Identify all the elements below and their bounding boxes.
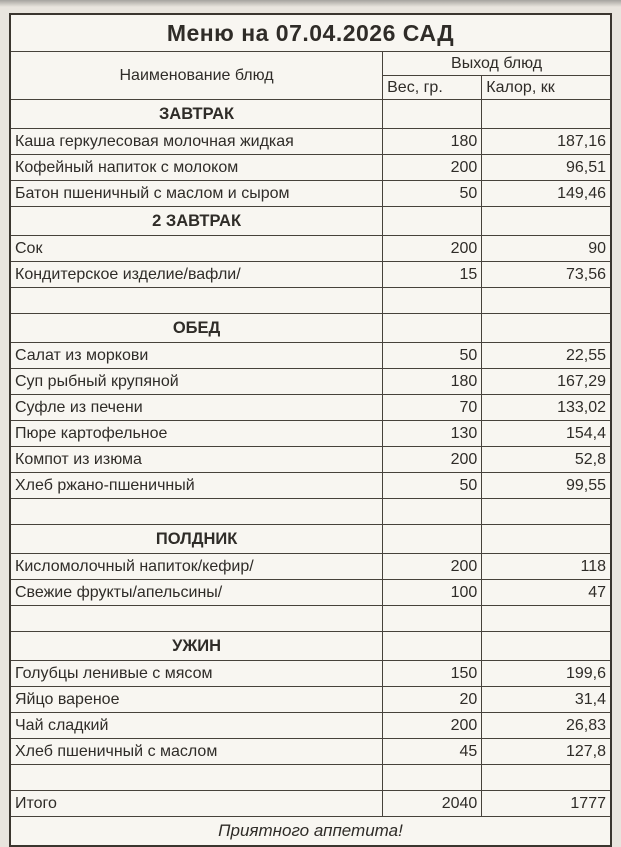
calories-cell: [482, 207, 611, 236]
dish-name-cell: [10, 499, 383, 525]
header-row-1: [10, 52, 611, 76]
dish-name-cell: Яйцо вареное: [10, 687, 383, 713]
column-header-output-group: Выход блюд: [383, 52, 611, 76]
dish-name-cell: Батон пшеничный с маслом и сыром: [10, 181, 383, 207]
menu-item-row: [10, 181, 611, 207]
dish-name-cell: Итого: [10, 791, 383, 817]
dish-name-cell: Хлеб пшеничный с маслом: [10, 739, 383, 765]
menu-title: Меню на 07.04.2026 САД: [10, 14, 611, 52]
weight-cell: [383, 632, 482, 661]
section-label: 2 ЗАВТРАК: [10, 207, 383, 236]
dish-name-cell: Пюре картофельное: [10, 421, 383, 447]
weight-cell: [383, 499, 482, 525]
dish-name-cell: Компот из изюма: [10, 447, 383, 473]
menu-item-row: [10, 661, 611, 687]
dish-name-cell: Суп рыбный крупяной: [10, 369, 383, 395]
calories-cell: [482, 606, 611, 632]
weight-cell: [383, 288, 482, 314]
empty-row: [10, 606, 611, 632]
weight-cell: [383, 207, 482, 236]
menu-item-row: [10, 343, 611, 369]
menu-item-row: [10, 236, 611, 262]
weight-cell: 45: [383, 739, 482, 765]
calories-cell: [482, 288, 611, 314]
dish-name-cell: Суфле из печени: [10, 395, 383, 421]
menu-item-row: [10, 687, 611, 713]
menu-item-row: [10, 155, 611, 181]
calories-cell: [482, 632, 611, 661]
dish-name-cell: [10, 765, 383, 791]
calories-cell: [482, 499, 611, 525]
empty-row: [10, 765, 611, 791]
column-header-weight: Вес, гр.: [383, 76, 482, 100]
calories-cell: 99,55: [482, 473, 611, 499]
scanned-menu-sheet: [9, 13, 612, 847]
calories-cell: 167,29: [482, 369, 611, 395]
section-label: ОБЕД: [10, 314, 383, 343]
calories-cell: 73,56: [482, 262, 611, 288]
dish-name-cell: [10, 288, 383, 314]
weight-cell: 200: [383, 236, 482, 262]
dish-name-cell: Кондитерское изделие/вафли/: [10, 262, 383, 288]
dish-name-cell: Каша геркулесовая молочная жидкая: [10, 129, 383, 155]
menu-item-row: [10, 262, 611, 288]
menu-item-row: [10, 369, 611, 395]
menu-item-row: [10, 421, 611, 447]
calories-cell: 118: [482, 554, 611, 580]
dish-name-cell: Кисломолочный напиток/кефир/: [10, 554, 383, 580]
section-label: ЗАВТРАК: [10, 100, 383, 129]
weight-cell: [383, 606, 482, 632]
menu-item-row: [10, 554, 611, 580]
footer-row: [10, 817, 611, 847]
calories-cell: 199,6: [482, 661, 611, 687]
calories-cell: 47: [482, 580, 611, 606]
dish-name-cell: [10, 606, 383, 632]
footer-message: Приятного аппетита!: [10, 817, 611, 847]
section-label: ПОЛДНИК: [10, 525, 383, 554]
weight-cell: 200: [383, 713, 482, 739]
dish-name-cell: Чай сладкий: [10, 713, 383, 739]
weight-cell: 180: [383, 369, 482, 395]
weight-cell: 50: [383, 473, 482, 499]
calories-cell: 90: [482, 236, 611, 262]
section-header-row: [10, 632, 611, 661]
menu-item-row: [10, 129, 611, 155]
weight-cell: 200: [383, 554, 482, 580]
calories-cell: [482, 100, 611, 129]
section-header-row: [10, 525, 611, 554]
calories-cell: 133,02: [482, 395, 611, 421]
dish-name-cell: Сок: [10, 236, 383, 262]
dish-name-cell: Хлеб ржано-пшеничный: [10, 473, 383, 499]
calories-cell: [482, 314, 611, 343]
dish-name-cell: Голубцы ленивые с мясом: [10, 661, 383, 687]
menu-item-row: [10, 580, 611, 606]
calories-cell: 96,51: [482, 155, 611, 181]
calories-cell: 31,4: [482, 687, 611, 713]
dish-name-cell: Свежие фрукты/апельсины/: [10, 580, 383, 606]
section-label: УЖИН: [10, 632, 383, 661]
weight-cell: 100: [383, 580, 482, 606]
menu-table: [9, 13, 612, 847]
menu-title-row: [10, 14, 611, 52]
calories-cell: 154,4: [482, 421, 611, 447]
calories-cell: 149,46: [482, 181, 611, 207]
calories-cell: 127,8: [482, 739, 611, 765]
menu-item-row: [10, 473, 611, 499]
calories-cell: [482, 765, 611, 791]
menu-table-body: [10, 100, 611, 817]
dish-name-cell: Кофейный напиток с молоком: [10, 155, 383, 181]
menu-item-row: [10, 713, 611, 739]
calories-cell: [482, 525, 611, 554]
calories-cell: 52,8: [482, 447, 611, 473]
dish-name-cell: Салат из моркови: [10, 343, 383, 369]
weight-cell: 200: [383, 155, 482, 181]
weight-cell: 70: [383, 395, 482, 421]
empty-row: [10, 499, 611, 525]
empty-row: [10, 288, 611, 314]
weight-cell: 130: [383, 421, 482, 447]
section-header-row: [10, 100, 611, 129]
menu-item-row: [10, 395, 611, 421]
scan-edge-shadow: [0, 0, 621, 7]
weight-cell: 50: [383, 181, 482, 207]
menu-item-row: [10, 739, 611, 765]
weight-cell: 20: [383, 687, 482, 713]
weight-cell: [383, 100, 482, 129]
menu-item-row: [10, 447, 611, 473]
weight-cell: [383, 314, 482, 343]
weight-cell: 200: [383, 447, 482, 473]
column-header-calories: Калор, кк: [482, 76, 611, 100]
weight-cell: 180: [383, 129, 482, 155]
calories-cell: 26,83: [482, 713, 611, 739]
weight-cell: 2040: [383, 791, 482, 817]
weight-cell: 50: [383, 343, 482, 369]
weight-cell: [383, 765, 482, 791]
calories-cell: 22,55: [482, 343, 611, 369]
section-header-row: [10, 207, 611, 236]
total-row: [10, 791, 611, 817]
weight-cell: 150: [383, 661, 482, 687]
section-header-row: [10, 314, 611, 343]
calories-cell: 187,16: [482, 129, 611, 155]
weight-cell: 15: [383, 262, 482, 288]
weight-cell: [383, 525, 482, 554]
column-header-dish-name: Наименование блюд: [10, 52, 383, 100]
calories-cell: 1777: [482, 791, 611, 817]
